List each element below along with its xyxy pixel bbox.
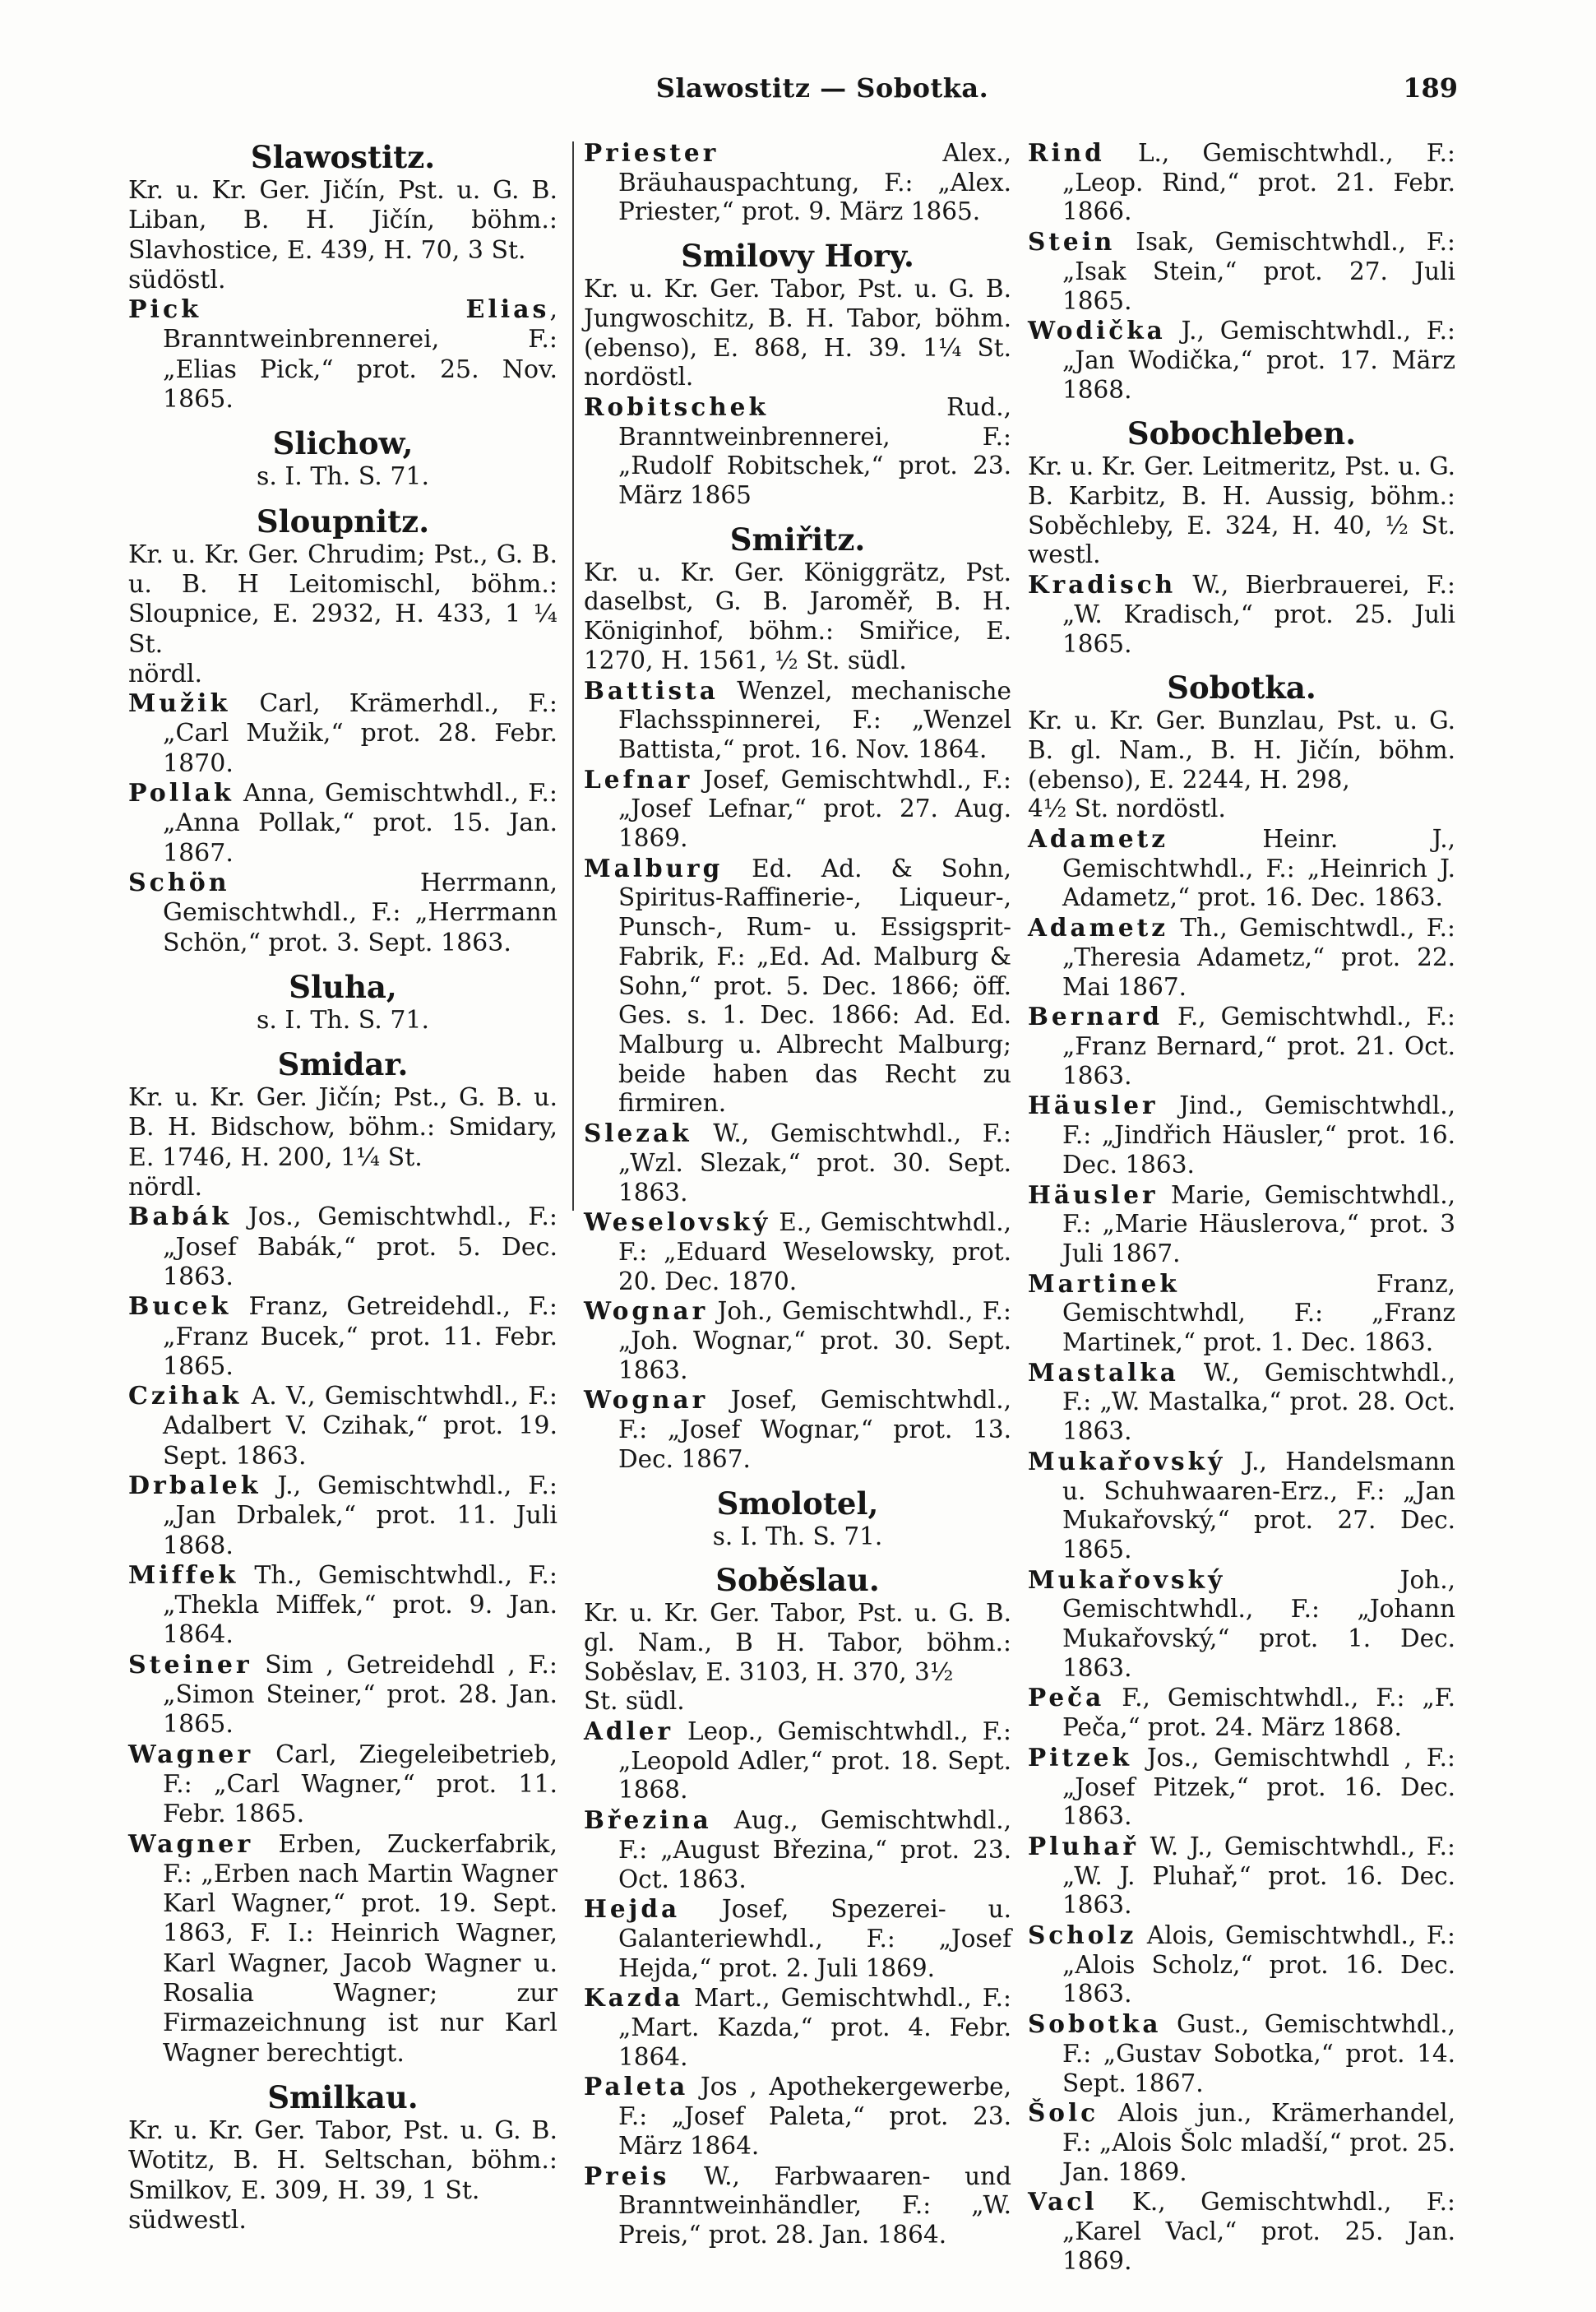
firm-details: W., Farbwaaren- und Branntweinhändler, F.: „W. Preis,“ prot. 28. Jan. 1864. — [618, 2161, 1011, 2249]
firm-details: Jos., Gemischtwhdl., F.: „Josef Babák,“ prot. 5. Dec. 1863. — [163, 1202, 557, 1291]
firm-details: Josef, Gemischtwhdl., F.: „Josef Lefnar,“ prot. 27. Aug. 1869. — [618, 765, 1011, 853]
place-description-text: Kr. u. Kr. Ger. Chrudim; Pst., G. B. u. B. H Leitomischl, böhm.: Sloupnice, E. 2932, H. 433, 1 ¼ St. — [128, 540, 557, 659]
firm-name: Scholz — [1028, 1920, 1137, 1950]
place-description — [584, 558, 1011, 676]
firm-entry — [1028, 913, 1455, 1002]
firm-entry — [128, 1202, 557, 1292]
firm-name: Pluhař — [1028, 1831, 1139, 1860]
firm-details: Alois jun., Krämerhandel, F.: „Alois Šolc mladší,“ prot. 25. Jan. 1869. — [1062, 2099, 1455, 2186]
firm-details: J., Gemischtwhdl., F.: „Jan Drbalek,“ prot. 11. Juli 1868. — [163, 1471, 557, 1560]
firm-name: Wognar — [584, 1385, 709, 1415]
firm-entry — [584, 2072, 1011, 2161]
place-section — [584, 1561, 1011, 2249]
firm-details: A. V., Gemischtwhdl., F.: Adalbert V. Czihak,“ prot. 19. Sept. 1863. — [163, 1382, 557, 1471]
place-section — [1028, 138, 1455, 405]
firm-entry — [128, 1382, 557, 1471]
firm-details: L., Gemischtwhdl., F.: „Leop. Rind,“ prot. 21. Febr. 1866. — [1062, 139, 1455, 226]
firm-entry — [1028, 227, 1455, 316]
place-description-text: Kr. u. Kr. Ger. Tabor, Pst. u. G. B. Jungwoschitz, B. H. Tabor, böhm. (ebenso), E. 868, H. 39. 1¼ St. nordöstl. — [584, 275, 1011, 392]
firm-entry — [1028, 1447, 1455, 1565]
firm-details: Alex., Bräuhauspachtung, F.: „Alex. Priester,“ prot. 9. März 1865. — [618, 139, 1011, 226]
firm-entry — [584, 1385, 1011, 1474]
firm-entry — [128, 1471, 557, 1561]
firm-name: Malburg — [584, 853, 724, 883]
firm-details: Aug., Gemischtwhdl., F.: „August Březina,“ prot. 23. Oct. 1863. — [618, 1806, 1011, 1893]
firm-name: Wognar — [584, 1296, 709, 1326]
place-description-tail: nördl. — [128, 1173, 203, 1202]
firm-details: Wenzel, mechanische Flachsspinnerei, F.: „Wenzel Battista,“ prot. 16. Nov. 1864. — [618, 676, 1011, 763]
firm-name: Stein — [1028, 227, 1116, 257]
place-title: Smilovy Hory. — [681, 238, 914, 275]
firm-details: Heinr. J., Gemischtwhdl., F.: „Heinrich J. Adametz,“ prot. 16. Dec. 1863. — [1062, 825, 1455, 912]
place-description-tail: südöstl. — [128, 265, 226, 294]
firm-entry — [1028, 570, 1455, 659]
firm-entry — [1028, 1565, 1455, 1684]
firm-details: Joh., Gemischtwhdl., F.: „Joh. Wognar,“ prot. 30. Sept. 1863. — [618, 1297, 1011, 1384]
firm-entry — [584, 392, 1011, 511]
firm-details: F., Gemischtwhdl., F.: „F. Peča,“ prot. 24. März 1868. — [1062, 1684, 1455, 1742]
firm-entry — [128, 1651, 557, 1740]
firm-name: Rind — [1028, 138, 1105, 167]
firm-details: W., Bierbrauerei, F.: „W. Kradisch,“ prot. 25. Juli 1865. — [1062, 571, 1455, 658]
place-description — [128, 176, 557, 295]
firm-details: Anna, Gemischtwhdl., F.: „Anna Pollak,“ prot. 15. Jan. 1867. — [163, 779, 557, 868]
firm-name: Kazda — [584, 1983, 684, 2013]
firm-details: Rud., Branntweinbrennerei, F.: „Rudolf Robitschek,“ prot. 23. März 1865 — [618, 392, 1011, 510]
firm-details: Isak, Gemischtwhdl., F.: „Isak Stein,“ prot. 27. Juli 1865. — [1062, 228, 1455, 315]
firm-entry — [1028, 138, 1455, 227]
place-section — [128, 424, 557, 492]
firm-details: Th., Gemischtwhdl., F.: „Thekla Miffek,“ prot. 9. Jan. 1864. — [163, 1560, 557, 1650]
firm-name: Mukařovský — [1028, 1446, 1226, 1476]
firm-details: Carl, Ziegeleibetrieb, F.: „Carl Wagner,“ prot. 11. Febr. 1865. — [163, 1740, 557, 1829]
firm-details: Sim , Getreidehdl , F.: „Simon Steiner,“ prot. 28. Jan. 1865. — [163, 1650, 557, 1740]
firm-name: Březina — [584, 1805, 712, 1835]
place-description — [584, 1599, 1011, 1717]
place-section — [584, 1485, 1011, 1552]
firm-details: Franz, Gemischtwhdl, F.: „Franz Martinek,“ prot. 1. Dec. 1863. — [1062, 1269, 1455, 1357]
firm-details: W., Gemischtwhdl., F.: „Wzl. Slezak,“ prot. 30. Sept. 1863. — [618, 1119, 1011, 1207]
cross-reference: s. I. Th. S. 71. — [712, 1522, 883, 1550]
firm-name: Bernard — [1028, 1002, 1163, 1031]
firm-entry — [128, 689, 557, 779]
place-description-text: Kr. u. Kr. Ger. Leitmeritz, Pst. u. G. B. Karbitz, B. H. Aussig, böhm.: Soběchleby, E. 324, H. 40, ½ St. westl. — [1028, 452, 1455, 569]
firm-name: Adametz — [1028, 824, 1168, 854]
firm-name: Häusler — [1028, 1179, 1159, 1209]
column-1 — [128, 138, 557, 2236]
firm-name: Hejda — [584, 1894, 681, 1924]
firm-entry — [128, 295, 557, 415]
firm-name: Pick Elias — [128, 295, 550, 325]
firm-entry — [1028, 1358, 1455, 1447]
place-title: Smiřitz. — [729, 521, 866, 558]
firm-entry — [1028, 2098, 1455, 2187]
place-description-tail: südwestl. — [128, 2205, 247, 2235]
place-title: Slawostitz. — [250, 139, 436, 175]
firm-name: Robitschek — [584, 392, 769, 421]
firm-name: Wodička — [1028, 316, 1166, 345]
firm-name: Slezak — [584, 1119, 692, 1148]
firm-details: Carl, Krämerhdl., F.: „Carl Mužik,“ prot. 28. Febr. 1870. — [163, 689, 557, 778]
firm-entry — [584, 1894, 1011, 1983]
firm-name: Battista — [584, 675, 719, 705]
firm-details: Franz, Getreidehdl., F.: „Franz Bucek,“ prot. 11. Febr. 1865. — [163, 1292, 557, 1381]
firm-name: Martinek — [1028, 1268, 1180, 1298]
place-section — [1028, 669, 1455, 2276]
firm-name: Schön — [128, 868, 230, 897]
firm-details: Josef, Spezerei- u. Galanteriewhdl., F.: „Josef Hejda,“ prot. 2. Juli 1869. — [618, 1895, 1011, 1982]
place-description-text: Kr. u. Kr. Ger. Jičín, Pst. u. G. B. Liban, B. H. Jičín, böhm.: Slavhostice, E. 439, H. 70, 3 St. — [128, 176, 557, 265]
place-title: Smilkau. — [267, 2078, 419, 2115]
firm-entry — [584, 854, 1011, 1119]
place-section — [128, 968, 557, 1036]
firm-entry — [1028, 1683, 1455, 1742]
firm-details: Herrmann, Gemischtwhdl., F.: „Herrmann Schön,“ prot. 3. Sept. 1863. — [163, 868, 557, 957]
firm-name: Weselovský — [584, 1207, 771, 1237]
firm-details: J., Gemischtwhdl., F.: „Jan Wodička,“ prot. 17. März 1868. — [1062, 317, 1455, 404]
firm-entry — [1028, 1920, 1455, 2009]
firm-entry — [1028, 1180, 1455, 1269]
firm-entry — [128, 1561, 557, 1651]
firm-name: Peča — [1028, 1683, 1105, 1712]
place-description — [128, 1083, 557, 1202]
firm-details: Jos , Apothekergewerbe, F.: „Josef Paleta,“ prot. 23. März 1864. — [618, 2073, 1011, 2160]
firm-details: Marie, Gemischtwhdl., F.: „Marie Häuslerova,“ prot. 3 Juli 1867. — [1062, 1180, 1455, 1267]
firm-entry — [584, 765, 1011, 854]
firm-entry — [584, 1207, 1011, 1296]
firm-name: Adametz — [1028, 913, 1168, 943]
firm-details: Alois, Gemischtwhdl., F.: „Alois Scholz,“ prot. 16. Dec. 1863. — [1062, 1921, 1455, 2009]
firm-details: Josef, Gemischtwhdl., F.: „Josef Wognar,“ prot. 13. Dec. 1867. — [618, 1386, 1011, 1473]
firm-entry — [1028, 2009, 1455, 2098]
firm-name: Bucek — [128, 1292, 232, 1322]
firm-name: Wagner — [128, 1829, 254, 1859]
firm-details: Ed. Ad. & Sohn, Spiritus-Raffinerie-, Liqueur-, Punsch-, Rum- u. Essigsprit-Fabrik, F.: „Ed. Ad. Malburg & Sohn,“ prot. 5. Dec. 1866; öff. Ges. s. 1. Dec. 1866: Ad. Ed. Malburg u. Albrecht Malburg; beide haben das Recht zu firmiren. — [618, 854, 1011, 1118]
place-section — [128, 138, 557, 415]
firm-name: Häusler — [1028, 1091, 1159, 1120]
firm-entry — [128, 1292, 557, 1382]
firm-name: Vacl — [1028, 2187, 1098, 2217]
firm-name: Sobotka — [1028, 2009, 1162, 2039]
firm-entry — [584, 676, 1011, 765]
firm-details: Joh., Gemischtwhdl., F.: „Johann Mukařovský,“ prot. 1. Dec. 1863. — [1062, 1565, 1455, 1682]
place-description-tail: St. südl. — [584, 1687, 685, 1716]
firm-entry — [1028, 2187, 1455, 2276]
firm-entry — [1028, 824, 1455, 913]
place-description — [1028, 452, 1455, 570]
firm-details: Th., Gemischtwdl., F.: „Theresia Adametz,“ prot. 22. Mai 1867. — [1062, 914, 1455, 1001]
place-description-text: Kr. u. Kr. Ger. Tabor, Pst. u. G. B. gl. Nam., B H. Tabor, böhm.: Soběslav, E. 3103, H. 370, 3½ — [584, 1599, 1011, 1686]
place-section — [584, 138, 1011, 227]
firm-entry — [128, 1830, 557, 2069]
place-description — [128, 2116, 557, 2236]
firm-name: Kradisch — [1028, 570, 1177, 600]
place-title: Smidar. — [277, 1046, 409, 1083]
column-2 — [584, 138, 1011, 2250]
firm-name: Wagner — [128, 1740, 254, 1769]
firm-details: Mart., Gemischtwhdl., F.: „Mart. Kazda,“ prot. 4. Febr. 1864. — [618, 1984, 1011, 2071]
place-description-text: Kr. u. Kr. Ger. Jičín; Pst., G. B. u. B. H. Bidschow, böhm.: Smidary, E. 1746, H. 200, 1¼ St. — [128, 1083, 557, 1172]
firm-name: Paleta — [584, 2072, 689, 2101]
place-description — [128, 540, 557, 689]
firm-entry — [1028, 1832, 1455, 1920]
place-section — [1028, 415, 1455, 659]
firm-name: Lefnar — [584, 764, 693, 794]
firm-name: Miffek — [128, 1560, 239, 1590]
place-description-text: Kr. u. Kr. Ger. Königgrätz, Pst. daselbst, G. B. Jaroměř, B. H. Königinhof, böhm.: Smiřice, E. 1270, H. 1561, ½ St. südl. — [584, 558, 1011, 674]
place-description-tail: 4½ St. nordöstl. — [1028, 795, 1226, 823]
firm-name: Mužik — [128, 689, 231, 719]
page-number: 189 — [1403, 72, 1458, 104]
firm-name: Drbalek — [128, 1471, 261, 1500]
place-title: Slichow, — [272, 425, 414, 462]
firm-details: K., Gemischtwhdl., F.: „Karel Vacl,“ prot. 25. Jan. 1869. — [1062, 2188, 1455, 2275]
firm-entry — [1028, 1002, 1455, 1091]
place-description — [1028, 707, 1455, 824]
firm-entry — [584, 1119, 1011, 1207]
firm-name: Šolc — [1028, 2098, 1099, 2128]
firm-entry — [1028, 316, 1455, 405]
firm-entry — [584, 138, 1011, 227]
place-description-text: Kr. u. Kr. Ger. Bunzlau, Pst. u. G. B. gl. Nam., B. H. Jičín, böhm. (ebenso), E. 2244, H. 298, — [1028, 707, 1455, 794]
place-title: Smolotel, — [716, 1485, 879, 1522]
firm-name: Preis — [584, 2161, 670, 2190]
firm-entry — [584, 2161, 1011, 2250]
place-section — [128, 2078, 557, 2236]
running-head: Slawostitz — Sobotka. — [655, 72, 989, 104]
firm-name: Steiner — [128, 1650, 252, 1680]
place-title: Sobotka. — [1167, 670, 1316, 707]
firm-details: W. J., Gemischtwhdl., F.: „W. J. Pluhař,“ prot. 16. Dec. 1863. — [1062, 1832, 1455, 1920]
place-description-text: Kr. u. Kr. Ger. Tabor, Pst. u. G. B. Wotitz, B. H. Seltschan, böhm.: Smilkov, E. 309, H. 39, 1 St. — [128, 2115, 557, 2205]
firm-details: F., Gemischtwhdl., F.: „Franz Bernard,“ prot. 21. Oct. 1863. — [1062, 1003, 1455, 1090]
place-description-tail: nördl. — [128, 659, 203, 688]
firm-entry — [584, 1805, 1011, 1894]
firm-entry — [584, 1296, 1011, 1385]
place-section — [128, 503, 557, 958]
firm-details: , Branntweinbrennerei, F.: „Elias Pick,“ prot. 25. Nov. 1865. — [163, 295, 557, 415]
firm-entry — [128, 869, 557, 958]
column-3 — [1028, 138, 1455, 2277]
place-title: Sloupnitz. — [256, 503, 430, 540]
firm-name: Mukařovský — [1028, 1564, 1226, 1594]
firm-entry — [1028, 1269, 1455, 1358]
firm-details: Gust., Gemischtwhdl., F.: „Gustav Sobotka,“ prot. 14. Sept. 1867. — [1062, 2010, 1455, 2097]
place-title: Sluha, — [289, 968, 397, 1005]
firm-name: Czihak — [128, 1382, 243, 1411]
firm-entry — [584, 1717, 1011, 1805]
place-title: Soběslau. — [715, 1562, 880, 1599]
cross-reference: s. I. Th. S. 71. — [256, 1005, 430, 1035]
firm-name: Babák — [128, 1202, 232, 1232]
firm-entry — [128, 779, 557, 869]
firm-entry — [1028, 1091, 1455, 1179]
firm-details: Erben, Zuckerfabrik, F.: „Erben nach Martin Wagner Karl Wagner,“ prot. 19. Sept. 1863, F. I.: Heinrich Wagner, Karl Wagner, Jacob Wagner u. Rosalia Wagner; zur Firmazeichnung ist nur Karl Wagner berechtigt. — [163, 1829, 557, 2068]
firm-name: Pollak — [128, 779, 234, 809]
firm-name: Adler — [584, 1717, 674, 1746]
firm-details: Jind., Gemischtwhdl., F.: „Jindřich Häusler,“ prot. 16. Dec. 1863. — [1062, 1091, 1455, 1179]
firm-details: J., Handelsmann u. Schuhwaaren-Erz., F.: „Jan Mukařovský,“ prot. 27. Dec. 1865. — [1062, 1447, 1455, 1564]
place-description — [584, 275, 1011, 392]
firm-name: Mastalka — [1028, 1357, 1179, 1387]
firm-details: Jos., Gemischtwhdl , F.: „Josef Pitzek,“ prot. 16. Dec. 1863. — [1062, 1743, 1455, 1831]
place-title: Sobochleben. — [1126, 415, 1357, 452]
firm-name: Priester — [584, 138, 719, 167]
cross-reference: s. I. Th. S. 71. — [256, 462, 430, 492]
firm-details: Leop., Gemischtwhdl., F.: „Leopold Adler,“ prot. 18. Sept. 1868. — [618, 1717, 1011, 1805]
firm-details: E., Gemischtwhdl., F.: „Eduard Weselowsky, prot. 20. Dec. 1870. — [618, 1208, 1011, 1295]
firm-entry — [128, 1740, 557, 1830]
place-section — [584, 237, 1011, 511]
place-section — [584, 521, 1011, 1475]
firm-entry — [1028, 1743, 1455, 1832]
place-section — [128, 1045, 557, 2069]
firm-details: W., Gemischtwhdl., F.: „W. Mastalka,“ prot. 28. Oct. 1863. — [1062, 1358, 1455, 1446]
firm-entry — [584, 1983, 1011, 2072]
firm-name: Pitzek — [1028, 1742, 1132, 1772]
